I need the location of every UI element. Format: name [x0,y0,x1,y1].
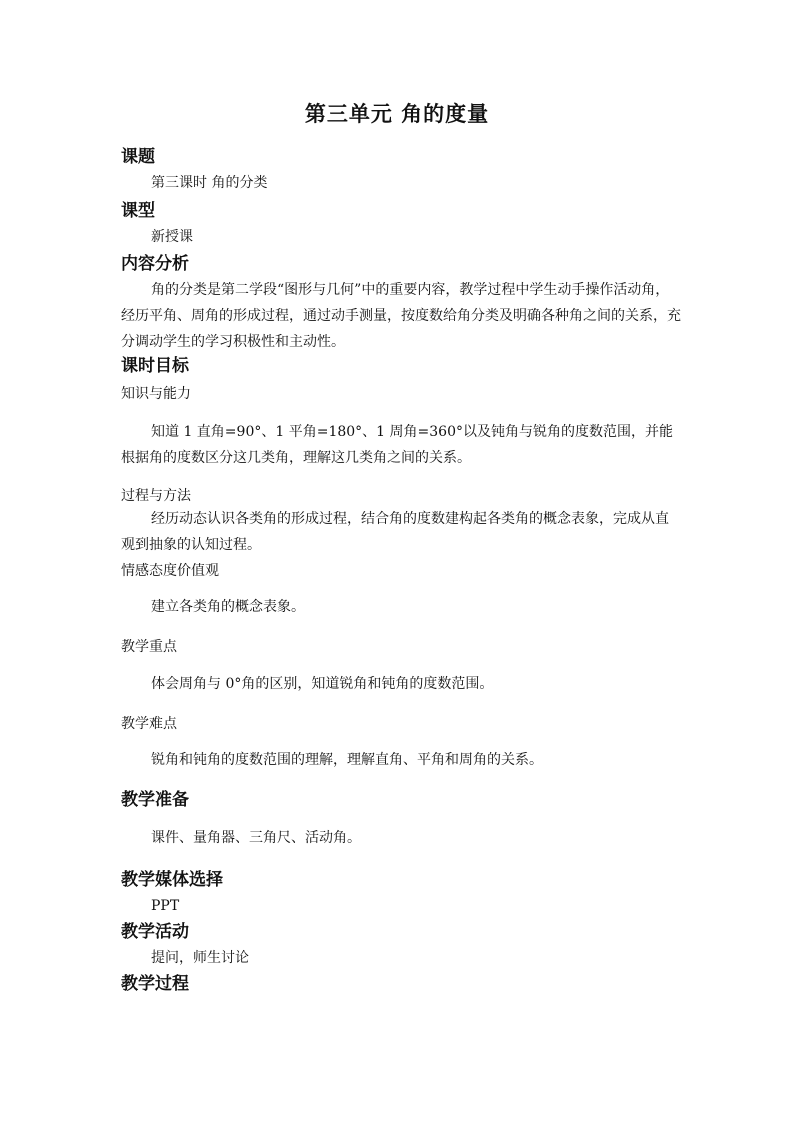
body-neirong: 角的分类是第二学段“图形与几何”中的重要内容，教学过程中学生动手操作活动角，经历平角、周角的形成过程，通过动手测量，按度数给角分类及明确各种角之间的关系，充分调动学生的学习积极性和主动性。 [121,282,681,350]
heading-neirong: 内容分析 [121,254,189,274]
heading-huodong: 教学活动 [121,922,189,942]
body-zhongdian: 体会周角与 0°角的区别，知道锐角和钝角的度数范围。 [151,676,494,692]
body-zhishi: 知道 1 直角=90°、1 平角=180°、1 周角=360°以及钝角与锐角的度数范围，并能根据角的度数区分这几类角，理解这几类角之间的关系。 [121,424,673,466]
heading-mubiao: 课时目标 [121,356,189,376]
body-meiti: PPT [151,898,180,914]
heading-jiaoxue-guocheng: 教学过程 [121,974,189,994]
heading-zhunbei: 教学准备 [121,790,189,810]
body-huodong: 提问，师生讨论 [151,950,249,966]
heading-ketai: 课题 [121,147,155,167]
heading-zhongdian: 教学重点 [121,639,177,655]
body-ketai: 第三课时 角的分类 [151,175,268,191]
heading-nandian: 教学难点 [121,716,177,732]
body-qinggan: 建立各类角的概念表象。 [151,599,305,615]
document-title: 第三单元 角的度量 [304,102,490,126]
heading-kexing: 课型 [121,201,155,221]
body-nandian: 锐角和钝角的度数范围的理解，理解直角、平角和周角的关系。 [151,752,543,768]
heading-zhishi: 知识与能力 [121,386,191,402]
body-zhunbei: 课件、量角器、三角尺、活动角。 [151,830,361,846]
heading-guocheng: 过程与方法 [121,488,191,504]
body-guocheng: 经历动态认识各类角的形成过程，结合角的度数建构起各类角的概念表象，完成从直观到抽象的认知过程。 [121,511,669,553]
heading-qinggan: 情感态度价值观 [121,563,219,579]
body-kexing: 新授课 [151,229,193,245]
heading-meiti: 教学媒体选择 [121,870,223,890]
